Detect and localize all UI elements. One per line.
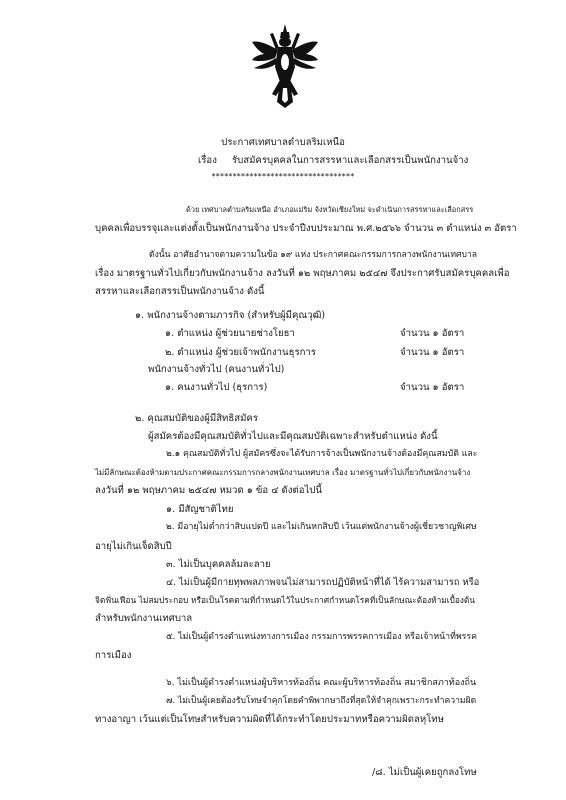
general-qual-line-2: ไม่มีลักษณะต้องห้ามตามประกาศคณะกรรมการกลางพนักงานเทศบาล เรื่อง มาตรฐานทั่วไปเกี่ยวกับพนักงานจ้าง [95,468,471,477]
subject-label: เรื่อง [198,155,217,166]
qualification-1: ๑. มีสัญชาติไทย [166,504,234,515]
garuda-emblem-icon [250,22,320,108]
qualification-5-line-2: การเมือง [95,650,132,661]
intro-line-1: ด้วย เทศบาลตำบลริมเหนือ อำเภอแม่ริม จังหวัดเชียงใหม่ จะดำเนินการสรรหาและเลือกสรร [186,205,474,214]
general-qual-line-1: ๒.๑ คุณสมบัติทั่วไป ผู้สมัครซึ่งจะได้รับการจ้างเป็นพนักงานจ้างต้องมีคุณสมบัติ และ [166,449,478,459]
page-continuation: /๘. ไม่เป็นผู้เคยถูกลงโทษ [372,767,477,778]
section-2-heading: ๒. คุณสมบัติของผู้มีสิทธิสมัคร [135,413,258,424]
position-2-label: ๒. ตำแหน่ง ผู้ช่วยเจ้าพนักงานธุรการ [165,347,316,358]
section-2-intro: ผู้สมัครต้องมีคุณสมบัติทั่วไปและมีคุณสมบัติเฉพาะสำหรับตำแหน่ง ดังนี้ [148,431,438,442]
qualification-2-line-1: ๒. มีอายุไม่ต่ำกว่าสิบแปดปี และไม่เกินหกสิบปี เว้นแต่พนักงานจ้างผู้เชี่ยวชาญพิเศษ [166,522,477,532]
intro-line-2: บุคคลเพื่อบรรจุและแต่งตั้งเป็นพนักงานจ้าง ประจำปีงบประมาณ พ.ศ.๒๕๖๖ จำนวน ๓ ตำแหน่ง ๓ อัตรา [95,223,517,234]
separator: ********************************** [211,172,355,181]
qualification-5-line-1: ๕. ไม่เป็นผู้ดำรงตำแหน่งทางการเมือง กรรมการพรรคการเมือง หรือเจ้าหน้าที่พรรค [166,632,478,642]
authority-line-2: เรื่อง มาตรฐานทั่วไปเกี่ยวกับพนักงานจ้าง ลงวันที่ ๑๒ พฤษภาคม ๒๕๔๗ จึงประกาศรับสมัครบุคคลเพื่อ [95,268,510,279]
qualification-6: ๖. ไม่เป็นผู้ดำรงตำแหน่งผู้บริหารท้องถิ่น คณะผู้บริหารท้องถิ่น สมาชิกสภาท้องถิ่น [166,678,477,688]
qualification-4-line-2: จิตฟั่นเฟือน ไม่สมประกอบ หรือเป็นโรคตามที่กำหนดไว้ในประกาศกำหนดโรคที่เป็นลักษณะต้องห้ามเบื้องต้น [95,595,475,605]
qualification-4-line-1: ๔. ไม่เป็นผู้มีกายทุพพลภาพจนไม่สามารถปฏิบัติหน้าที่ได้ ไร้ความสามารถ หรือ [166,577,480,588]
page-title: ประกาศเทศบาลตำบลริมเหนือ [221,137,345,148]
general-position-1-count: จำนวน ๑ อัตรา [400,382,465,393]
position-2-count: จำนวน ๑ อัตรา [400,347,465,358]
general-qual-line-3: ลงวันที่ ๑๒ พฤษภาคม ๒๕๔๗ หมวด ๑ ข้อ ๔ ดังต่อไปนี้ [95,485,322,496]
general-position-1-label: ๑. คนงานทั่วไป (ธุรการ) [165,382,268,393]
qualification-7-line-2: ทางอาญา เว้นแต่เป็นโทษสำหรับความผิดที่ได้กระทำโดยประมาทหรือความผิดลหุโทษ [95,714,444,725]
general-staff-heading: พนักงานจ้างทั่วไป (คนงานทั่วไป) [148,364,285,375]
position-1-count: จำนวน ๑ อัตรา [400,328,465,339]
qualification-3: ๓. ไม่เป็นบุคคลล้มละลาย [166,559,271,570]
qualification-7-line-1: ๗. ไม่เป็นผู้เคยต้องรับโทษจำคุกโดยคำพิพากษาถึงที่สุดให้จำคุกเพราะกระทำความผิด [166,696,477,706]
position-1-label: ๑. ตำแหน่ง ผู้ช่วยนายช่างโยธา [165,328,295,339]
qualification-2-line-2: อายุไม่เกินเจ็ดสิบปี [95,541,172,552]
authority-line-1: ดังนั้น อาศัยอำนาจตามความในข้อ ๑๙ แห่ง ประกาศคณะกรรมการกลางพนักงานเทศบาล [149,250,478,260]
section-1-heading: ๑. พนักงานจ้างตามภารกิจ (สำหรับผู้มีคุณวุฒิ) [135,310,326,321]
authority-line-3: สรรหาและเลือกสรรเป็นพนักงานจ้าง ดังนี้ [95,286,265,297]
qualification-4-line-3: สำหรับพนักงานเทศบาล [95,613,193,624]
subject-text: รับสมัครบุคคลในการสรรหาและเลือกสรรเป็นพนักงานจ้าง [232,155,469,166]
